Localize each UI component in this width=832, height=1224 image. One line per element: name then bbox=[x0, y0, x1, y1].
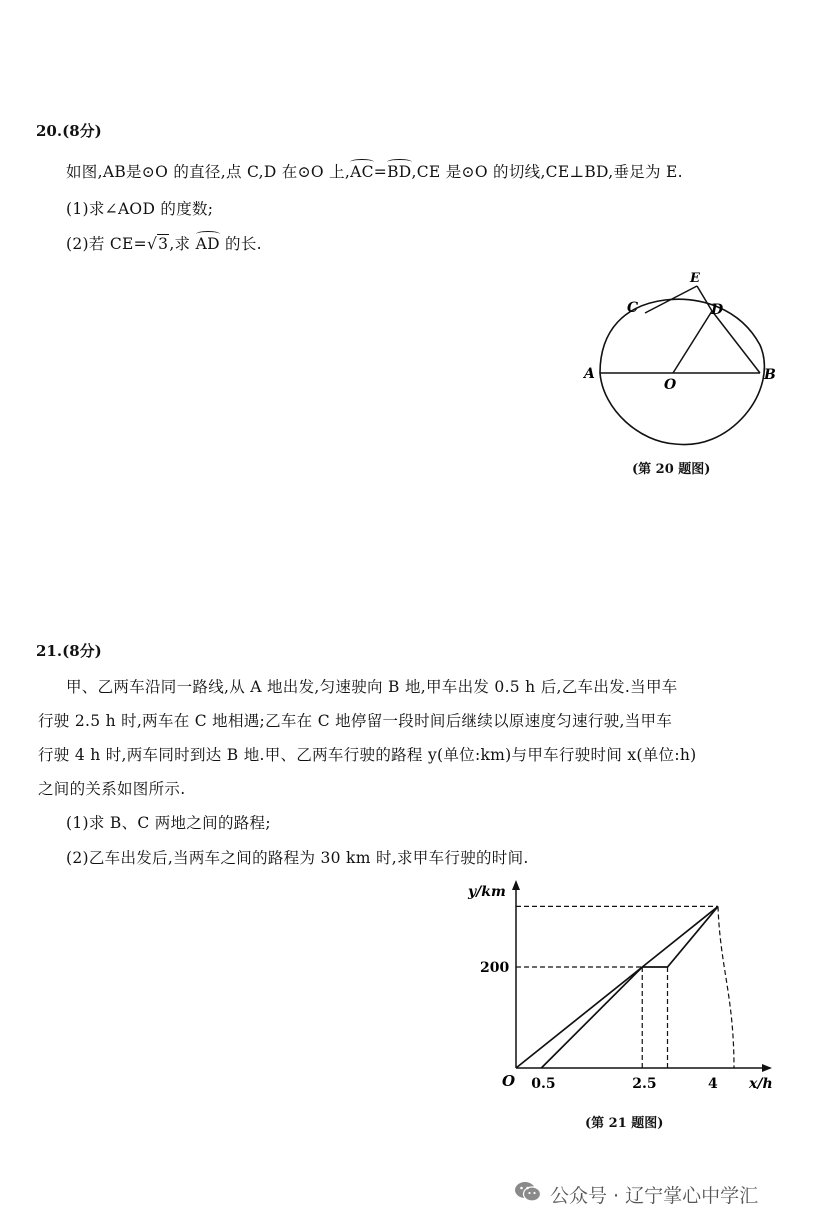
q21-line-4: 之间的关系如图所示. bbox=[38, 780, 186, 798]
q21-line-3: 行驶 4 h 时,两车同时到达 B 地.甲、乙两车行驶的路程 y(单位:km)与甲车行驶时间 x(单位:h) bbox=[38, 746, 697, 764]
x-tick-label: 2.5 bbox=[632, 1076, 657, 1092]
q20-stem-prefix: 如图,AB是⊙O 的直径,点 C,D 在⊙O 上, bbox=[66, 163, 351, 181]
q20-figure bbox=[570, 262, 800, 462]
chart-series bbox=[516, 906, 718, 1068]
q20-arc-ad: AD bbox=[195, 235, 220, 253]
q20-stem bbox=[66, 160, 683, 182]
watermark-text: 公众号 · 辽宁掌心中学汇 bbox=[550, 1184, 759, 1207]
q20-part2-prefix: (2)若 CE= bbox=[66, 235, 147, 253]
q21-number: 21.(8分) bbox=[36, 642, 102, 660]
label-b: B bbox=[764, 367, 776, 383]
label-e: E bbox=[690, 271, 700, 286]
q20-stem-suffix: ,CE 是⊙O 的切线,CE⊥BD,垂足为 E. bbox=[411, 163, 683, 181]
q20-part1: (1)求∠AOD 的度数; bbox=[66, 200, 214, 218]
q21-caption: (第 21 题图) bbox=[585, 1116, 664, 1131]
chart-guides bbox=[516, 906, 734, 1068]
q20-arc-bd: BD bbox=[387, 163, 412, 181]
wechat-icon bbox=[514, 1180, 542, 1208]
y-axis-label: y/km bbox=[468, 884, 506, 900]
q21-part2: (2)乙车出发后,当两车之间的路程为 30 km 时,求甲车行驶的时间. bbox=[66, 849, 529, 867]
segment-bd bbox=[712, 311, 760, 373]
q21-line-2: 行驶 2.5 h 时,两车在 C 地相遇;乙车在 C 地停留一段时间后继续以原速度匀速行驶,当甲车 bbox=[38, 712, 673, 730]
sqrt-value: 3 bbox=[158, 235, 169, 253]
guide-x-4 bbox=[718, 906, 734, 1068]
watermark bbox=[514, 1180, 758, 1208]
x-tick-label: 0.5 bbox=[531, 1076, 556, 1092]
q21-line-1: 甲、乙两车沿同一路线,从 A 地出发,匀速驶向 B 地,甲车出发 0.5 h 后,乙车出发.当甲车 bbox=[66, 678, 678, 696]
q20-caption: (第 20 题图) bbox=[632, 462, 711, 477]
q20-equals: = bbox=[373, 163, 388, 181]
q20-arc-ac: AC bbox=[350, 163, 374, 181]
q20-part2-mid: ,求 bbox=[169, 235, 196, 253]
q21-part1: (1)求 B、C 两地之间的路程; bbox=[66, 814, 271, 832]
origin-label: O bbox=[502, 1072, 516, 1090]
label-c: C bbox=[627, 300, 639, 316]
label-d: D bbox=[711, 302, 724, 318]
circle-o bbox=[600, 299, 764, 444]
series-line-1 bbox=[516, 906, 718, 1068]
x-tick-label: 4 bbox=[708, 1076, 718, 1092]
label-o: O bbox=[664, 377, 677, 393]
y-axis-arrow bbox=[512, 880, 520, 890]
x-axis-label: x/h bbox=[749, 1076, 773, 1092]
q21-chart bbox=[460, 870, 790, 1100]
sqrt-sign: √ bbox=[146, 235, 158, 253]
segment-ed bbox=[697, 286, 712, 311]
segment-od bbox=[673, 311, 712, 373]
q20-part2-suffix: 的长. bbox=[219, 235, 262, 253]
x-axis-arrow bbox=[762, 1064, 772, 1072]
q20-number: 20.(8分) bbox=[36, 122, 102, 140]
q20-part2 bbox=[66, 232, 262, 254]
label-a: A bbox=[584, 366, 595, 382]
y-tick-label: 200 bbox=[480, 960, 510, 976]
series-line-2 bbox=[541, 906, 718, 1068]
chart-labels bbox=[467, 884, 773, 1092]
